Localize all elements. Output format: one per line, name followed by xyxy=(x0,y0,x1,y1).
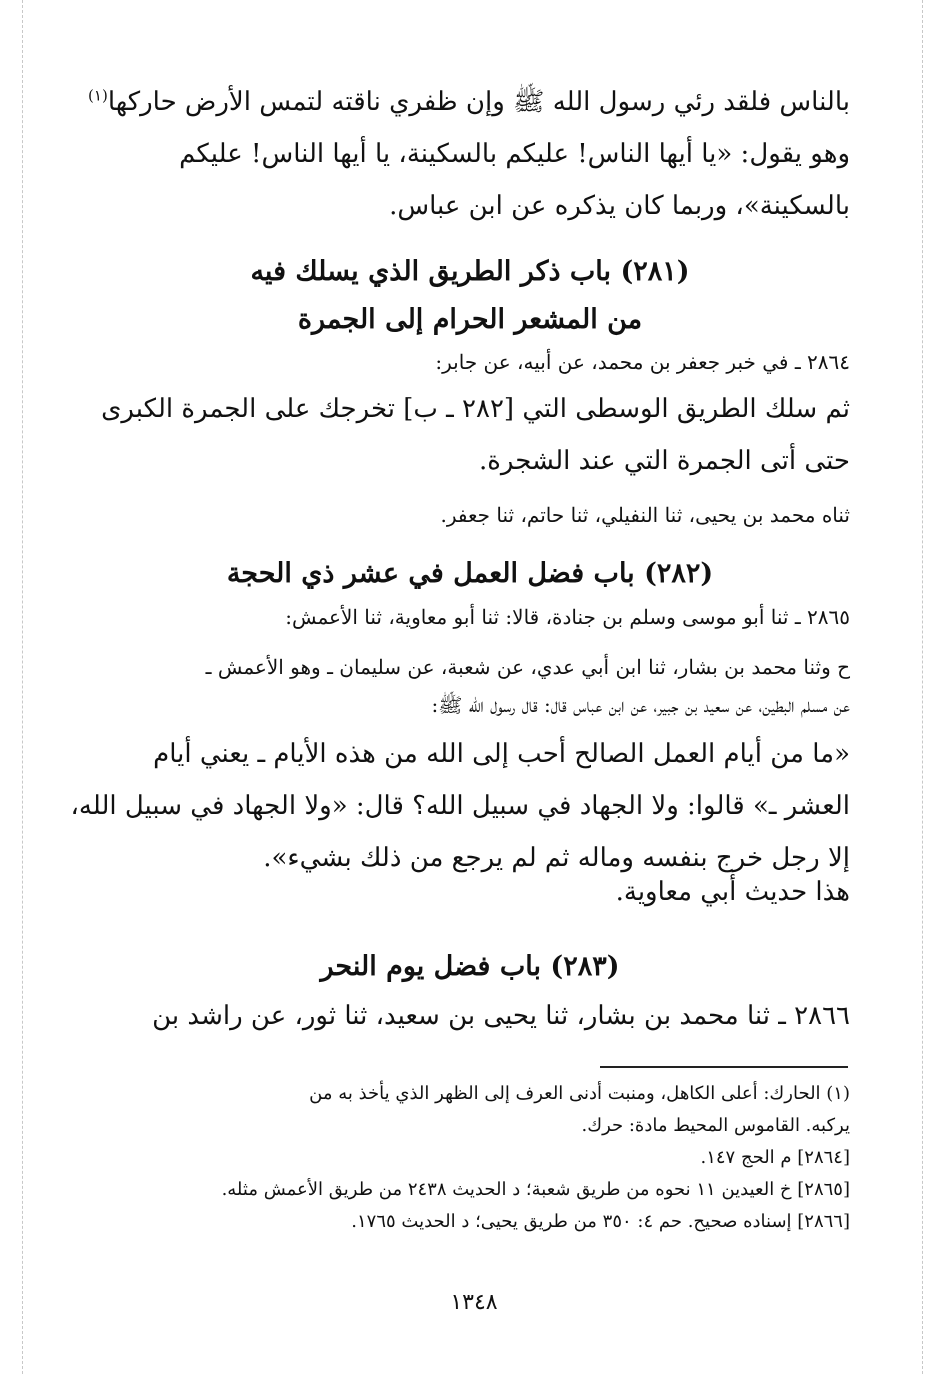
text-line: إلا رجل خرج بنفسه وماله ثم لم يرجع من ذلك بشيء». xyxy=(263,843,850,873)
hadith-2864-intro xyxy=(90,343,850,381)
hadith-2865-note xyxy=(90,866,850,918)
hadith-2865-matn xyxy=(70,728,850,884)
footnote-line: (١) الحارك: أعلى الكاهل، ومنبت أدنى العرف إلى الظهر الذي يأخذ به من xyxy=(309,1083,850,1104)
text-line xyxy=(90,76,850,128)
text-line: العشر ـ» قالوا: ولا الجهاد في سبيل الله؟ قال: «ولا الجهاد في سبيل الله، xyxy=(70,791,850,821)
text-line: بالسكينة»، وربما كان يذكره عن ابن عباس. xyxy=(389,191,850,221)
footnote-line: يركبه. القاموس المحيط مادة: حرك. xyxy=(581,1115,850,1136)
section-heading-281 xyxy=(90,248,850,344)
scan-edge-left xyxy=(22,0,23,1374)
text-line-content: بالناس فلقد رئي رسول الله ﷺ وإن ظفري ناقته لتمس الأرض حاركها xyxy=(107,87,850,117)
heading-line: من المشعر الحرام إلى الجمرة xyxy=(297,304,643,335)
text-line: ثناه محمد بن يحيى، ثنا النفيلي، ثنا حاتم، ثنا جعفر. xyxy=(440,503,850,527)
footnote-line: [٢٨٦٤] م الحج ١٤٧. xyxy=(700,1147,850,1168)
hadith-2865-intro xyxy=(90,598,850,636)
footnotes xyxy=(90,1078,850,1238)
hadith-2865-chain xyxy=(90,648,850,724)
heading-line: (٢٨٣) باب فضل يوم النحر xyxy=(320,951,620,982)
hadith-2864-matn xyxy=(90,383,850,487)
heading-line: (٢٨٢) باب فضل العمل في عشر ذي الحجة xyxy=(226,558,714,589)
section-heading-282 xyxy=(90,550,850,598)
text-line: ٢٨٦٦ ـ ثنا محمد بن بشار، ثنا يحيى بن سعيد، ثنا ثور، عن راشد بن xyxy=(152,1001,850,1031)
text-line: حتى أتى الجمرة التي عند الشجرة. xyxy=(479,446,850,476)
heading-line: (٢٨١) باب ذكر الطريق الذي يسلك فيه xyxy=(250,256,690,287)
text-line: ٢٨٦٤ ـ في خبر جعفر بن محمد، عن أبيه، عن جابر: xyxy=(435,350,850,374)
text-line: عن مسلم البطين، عن سعيد بن جبير، عن ابن عباس قال: قال رسول الله ﷺ: xyxy=(431,693,850,717)
text-line: وهو يقول: «يا أيها الناس! عليكم بالسكينة، يا أيها الناس! عليكم xyxy=(179,139,850,169)
footnote-line: [٢٨٦٦] إسناده صحيح. حم ٤: ٣٥٠ من طريق يحيى؛ د الحديث ١٧٦٥. xyxy=(351,1211,850,1232)
text-line: ٢٨٦٥ ـ ثنا أبو موسى وسلم بن جنادة، قالا: ثنا أبو معاوية، ثنا الأعمش: xyxy=(285,605,850,629)
footnote-marker: (١) xyxy=(88,86,108,105)
text-line: «ما من أيام العمل الصالح أحب إلى الله من هذه الأيام ـ يعني أيام xyxy=(153,739,850,769)
scan-edge-right xyxy=(922,0,923,1374)
hadith-2864-chain xyxy=(90,496,850,534)
text-line: ثم سلك الطريق الوسطى التي [٢٨٢ ـ ب] تخرجك على الجمرة الكبرى xyxy=(101,394,850,424)
text-line: ح وثنا محمد بن بشار، ثنا ابن أبي عدي، عن شعبة، عن سليمان ـ وهو الأعمش ـ xyxy=(205,655,850,679)
section-heading-283 xyxy=(90,943,850,991)
hadith-2866-intro xyxy=(90,990,850,1042)
footnote-separator xyxy=(600,1066,848,1068)
page-number: ١٣٤٨ xyxy=(450,1290,498,1315)
top-paragraph xyxy=(90,76,850,232)
text-line: هذا حديث أبي معاوية. xyxy=(615,877,850,907)
footnote-line: [٢٨٦٥] خ العيدين ١١ نحوه من طريق شعبة؛ د الحديث ٢٤٣٨ من طريق الأعمش مثله. xyxy=(221,1179,850,1200)
